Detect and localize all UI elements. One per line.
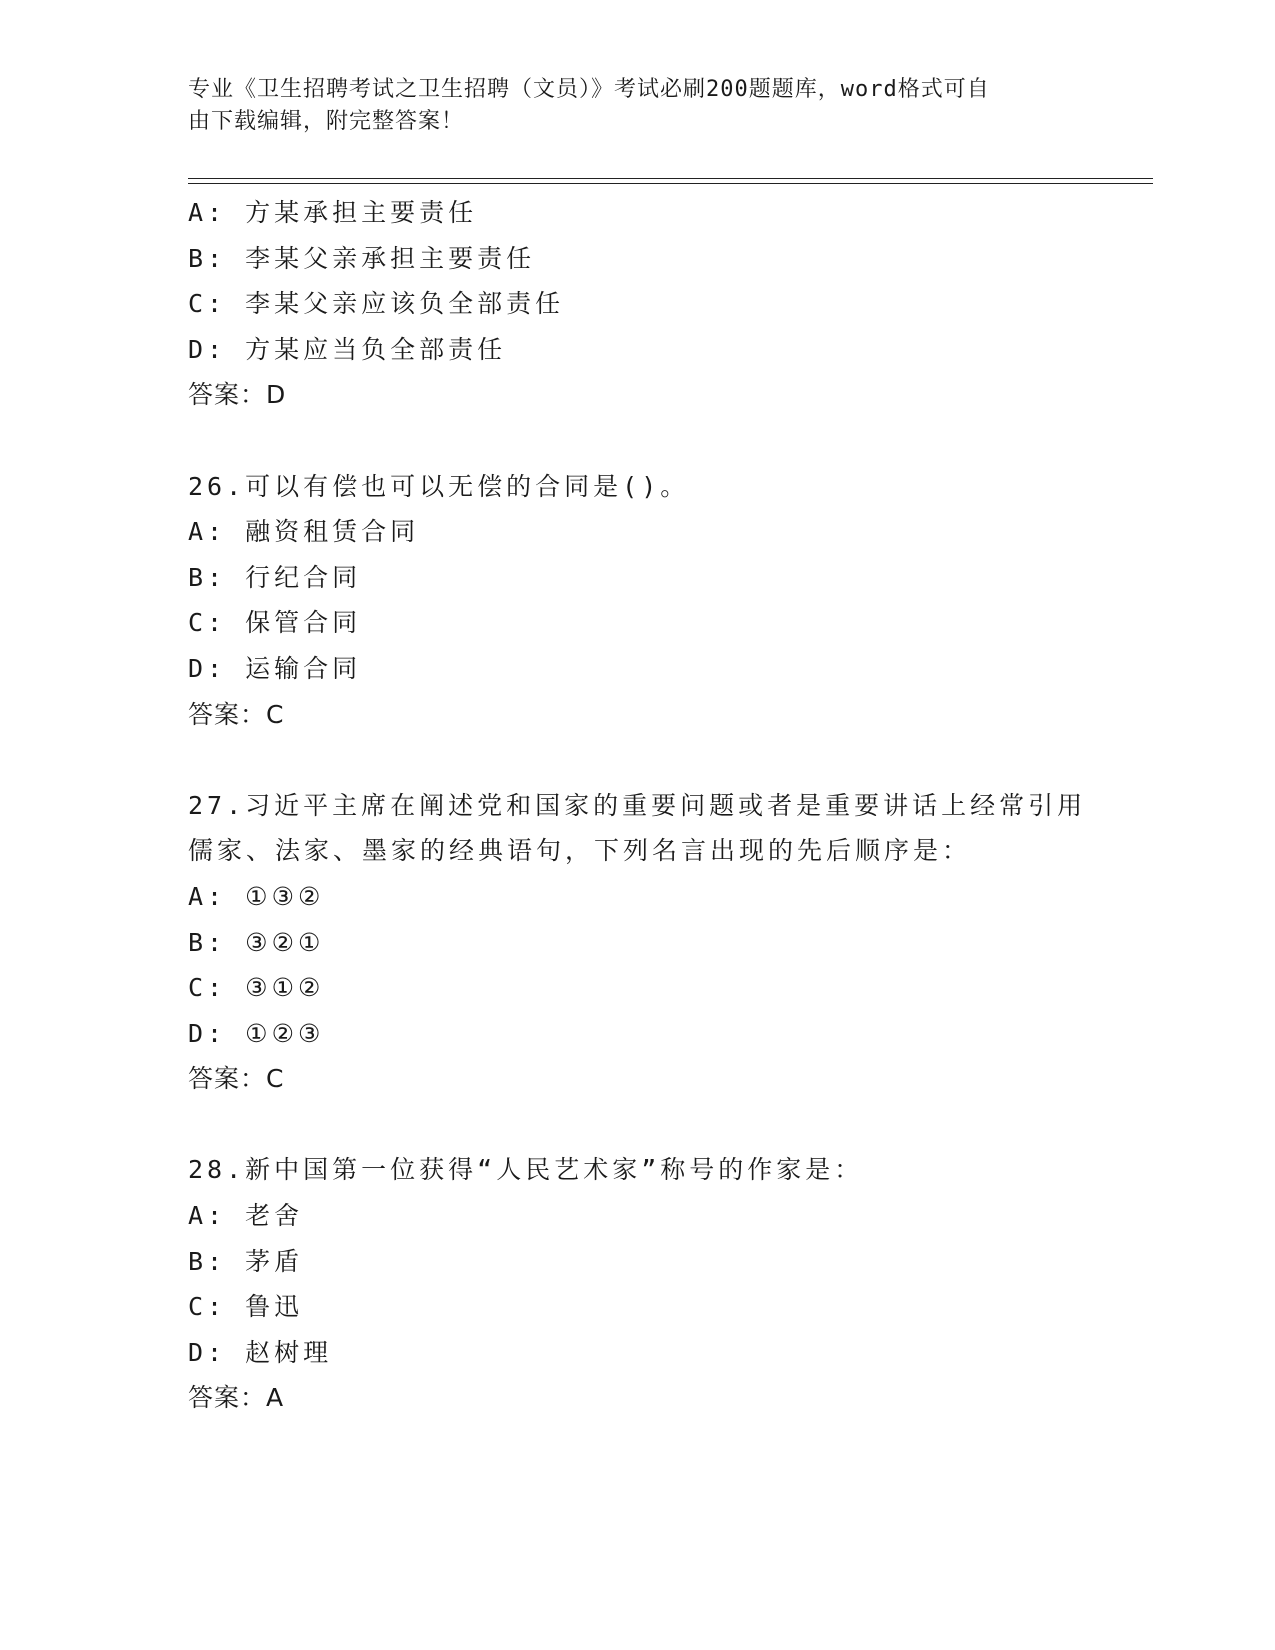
question-block-27 (188, 783, 1128, 1102)
option-c: C: 鲁迅 (188, 1292, 304, 1322)
question-text: 26.可以有偿也可以无偿的合同是()。 (188, 471, 690, 501)
question-list (188, 190, 1128, 1421)
option-b: B: 茅盾 (188, 1246, 304, 1276)
question-text: 28.新中国第一位获得“人民艺术家”称号的作家是： (188, 1155, 864, 1185)
question-text: 27.习近平主席在阐述党和国家的重要问题或者是重要讲话上经常引用 (188, 790, 1087, 820)
spacer (188, 418, 1128, 464)
question-block-26 (188, 464, 1128, 738)
option-a: A: 老舍 (188, 1201, 304, 1231)
option-c: C: ③①② (188, 973, 325, 1003)
question-text-continued: 儒家、法家、墨家的经典语句，下列名言出现的先后顺序是： (188, 836, 972, 866)
option-b: B: 李某父亲承担主要责任 (188, 243, 536, 273)
option-d: D: 赵树理 (188, 1337, 333, 1367)
header-rule-bottom (188, 183, 1153, 184)
header-rule-top (188, 178, 1153, 179)
option-c: C: 李某父亲应该负全部责任 (188, 289, 565, 319)
spacer (188, 1102, 1128, 1148)
header-line-2: 由下载编辑，附完整答案！ (188, 109, 465, 134)
answer-line: 答案：A (188, 1383, 285, 1413)
option-c: C: 保管合同 (188, 608, 362, 638)
spacer (188, 737, 1128, 783)
option-a: A: 方某承担主要责任 (188, 198, 478, 227)
document-header (188, 74, 1068, 138)
answer-line: 答案：C (188, 699, 285, 729)
answer-line: 答案：D (188, 380, 287, 410)
option-d: D: 运输合同 (188, 653, 362, 683)
option-a: A: ①③② (188, 881, 325, 911)
header-line-1: 专业《卫生招聘考试之卫生招聘（文员）》考试必刷200题题库，word格式可自 (188, 77, 990, 102)
answer-line: 答案：C (188, 1064, 285, 1094)
option-b: B: ③②① (188, 927, 325, 957)
option-a: A: 融资租赁合同 (188, 517, 420, 547)
option-d: D: ①②③ (188, 1018, 325, 1048)
option-b: B: 行纪合同 (188, 562, 362, 592)
question-block-28 (188, 1147, 1128, 1421)
option-d: D: 方某应当负全部责任 (188, 334, 507, 364)
question-block-25 (188, 190, 1128, 418)
